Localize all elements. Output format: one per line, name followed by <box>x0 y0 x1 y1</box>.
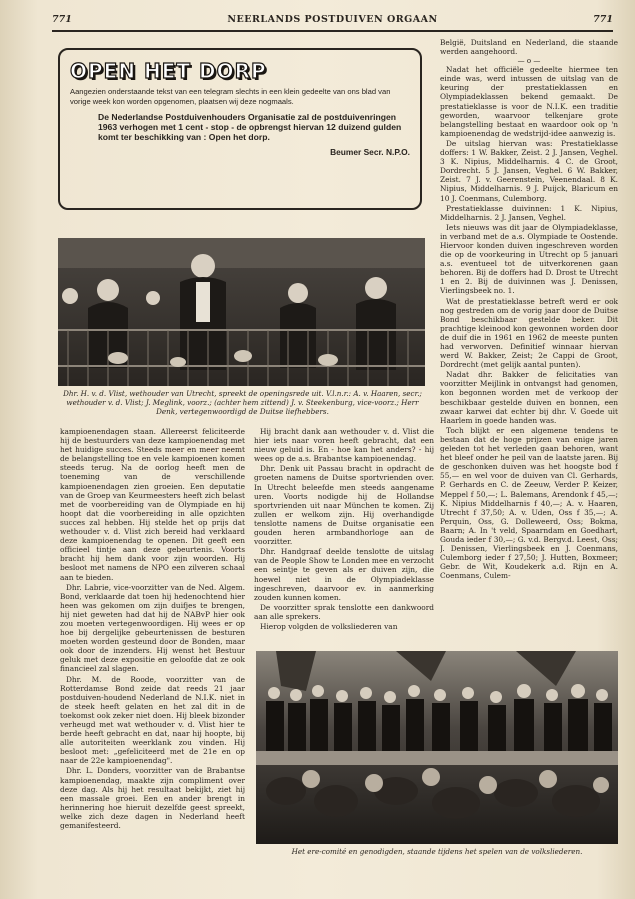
announcement-signature: Beumer Secr. N.P.O. <box>330 146 410 157</box>
paragraph: Hij bracht dank aan wethouder v. d. Vlist die hier iets naar voren heeft gebracht, dat een nieuw geluid is. En - hoe kan het anders? - hij wees op de a.s. Brabantse kampioenendag. <box>254 427 434 464</box>
header-rule <box>52 30 613 32</box>
paragraph: De uitslag hiervan was: Prestatieklasse doffers: 1 W. Bakker, Zeist. 2 J. Jansen, Veghel. 3 K. Nipius, Middelharnis. 4 C. de Groot, Dordrecht. 5 J. Jansen, Veghel. 6 W. Bakker, Zeist. 7 J. v. Geerenstein, Veenendaal. 8 K. Nipius, Middelharnis. 9 J. Puijck, Blaricum en 10 J. Coenmans, Culemborg. <box>440 138 618 203</box>
paragraph: Toch blijkt er een algemene tendens te bestaan dat de hoge prijzen van enige jaren geleden tot het verleden gaan behoren, want het bleef onder he peil van de laatste jaren. Bij de geschonken duiven was het hoogste bod f 55,— en wel voor de duiven van Cl. Gerhards, P. Gerhards en C. de Zeeuw, Verder P. Keizer, Meppel f 50,—; L. Balemans, Arendonk f 45,—; K. Nipius Middelharnis f 40,—; A. v. Haaren, Utrecht f 37,50; A. v. Uden, Oss f 35,—; A. Perquin, Oss, G. Dolleweerd, Oss; Bokma, Baarn; A. In 't veld, Spaarndam en Goedhart, Gouda ieder f 30,—; G. v.d. Bergv.d. Leest, Oss; J. Denissen, Vierlingsbeek en J. Coenmans, Culemborg ieder f 27,50; J. Hutten, Boxmeer; Gebr. de Wit, Koudekerk a.d. Rijn en A. Coenmans, Culem- <box>440 425 618 581</box>
paragraph: Dhr. L. Donders, voorzitter van de Brabantse kampioenendag, maakte zijn compliment over deze dag. Als hij het resultaat bekijkt, ziet hij een massale groei. Een en ander brengt in herinnering hoe hieruit dezelfde geest spreekt, welke zich deze dagen in Nederland heeft gemanifesteerd. <box>60 766 245 831</box>
announcement-title: OPEN HET DORP <box>70 59 267 83</box>
paragraph: Nadat dhr. Bakker de felicitaties van voorzitter Meijlink in ontvangst had genomen, kon begonnen worden met de verkoop der beschikbaar gestelde duiven en bonnen, een zwaar karwei dat echter bij dhr. V. Goede uit Haarlem in goede handen was. <box>440 370 618 425</box>
paragraph: Dhr. Denk uit Passau bracht in opdracht de groeten namens de Duitse sportvrienden over. In Utrecht beleefde men steeds aangename uren. Voorts nodigde hij de Hollandse sportvrienden uit naar München te komen. Zij zullen er welkom zijn. Hij overhandigde tenslotte namens de Duitse organisatie een gouden heren armbandhorloge aan de voorzitter. <box>254 464 434 547</box>
paragraph: kampioenendagen staan. Allereerst feliciteerde hij de bestuurders van deze kampioenendag met het huidige succes. Steeds meer en meer neemt de belangstelling toe en vele kampioenen komen steeds terug. Na de oorlog heeft men de toeneming van de verschillende kampioenendagen zien groeien. Een deputatie van de Groep van Keurmeesters heeft zich belast met de voorbereiding van de Olympiade en hij hoopt dat die voorbereiding in alle opzichten succes zal hebben. Hij stelde het op prijs dat wethouder v. d. Vlist zich bereid had verklaard deze kampioenendag te openen. Dit geeft een officieel tintje aan deze gebeurtenis. Voorts bracht hij hem dank voor zijn woorden. Hij besloot met namens de NPO een zilveren schaal aan te bieden. <box>60 427 245 582</box>
photo-committee <box>256 651 618 844</box>
paragraph: Iets nieuws was dit jaar de Olympiadeklasse, in verband met de a.s. Olympiade te Oostende. Hiervoor konden duiven ingeschreven worden die op de voorkeuring in Utrecht op 5 januari a.s. eventueel tot de uitverkorenen gaan behoren. Bij de doffers had D. Drost te Utrecht 1 en 2. Bij de duivinnen was J. Denissen, Vierlingsbeek no. 1. <box>440 222 618 296</box>
announcement-intro: Aangezien onderstaande tekst van een telegram slechts in een klein gedeelte van ons blad van vorige week kon worden opgenomen, plaatsen wij deze nogmaals. <box>70 87 391 106</box>
telegram-text: De Nederlandse Postduivenhouders Organisatie zal de postduivenringen 1963 verhogen met 1 cent - stop - de opbrengst hiervan 12 duizend gulden komt ter beschikking van : Open het dorp. <box>98 112 402 143</box>
photo-opening-speech-caption: Dhr. H. v. d. Vlist, wethouder van Utrecht, spreekt de openingsrede uit. V.l.n.r.: A. v. Haaren, secr.; wethouder v. d. Vlist; J. Meglink, voorz.; (achter hem zittend) J. v. Steekenburg, vice-voorz.; Herr Denk, vertegenwoordigd de Duitse liefhebbers. <box>63 389 422 416</box>
publication-title: NEERLANDS POSTDUIVEN ORGAAN <box>227 14 438 25</box>
page-number-right: 771 <box>593 14 613 25</box>
page-header <box>52 14 613 28</box>
photo-opening-speech-image <box>58 238 425 386</box>
column-left <box>60 427 245 880</box>
photo-committee-caption: Het ere-comité en genodigden, staande tijdens het spelen van de volksliederen. <box>291 847 583 856</box>
column-right <box>440 38 618 643</box>
paragraph: De voorzitter sprak tenslotte een dankwoord aan alle sprekers. <box>254 602 434 621</box>
section-separator: — o — <box>517 57 541 66</box>
paragraph: Nadat het officiële gedeelte hiermee ten einde was, werd intussen de uitslag van de keuring der prestatieklassen en Olympiadeklassen bekend gemaakt. De prestatieklasse is voor de N.I.K. een traditie geworden, waarvoor telkenjare grote belangstelling bestaat en waardoor ook op 'n kampioenendag de wedstrijd-idee aanwezig is. <box>440 65 618 138</box>
announcement-box <box>58 48 422 210</box>
paragraph: Dhr. M. de Roode, voorzitter van de Rotterdamse Bond zeide dat reeds 21 jaar postduiven-houdend Nederland de N.I.K. niet in de steek heeft gelaten en het zal dit in de toekomst ook zeker niet doen. Hij bleek bizonder verheugd met wat wethouder v. d. Vlist hier te berde heeft gebracht en dat, naar hij hoopte, bij alle autoriteiten weerklank zou vinden. Hij besloot met: „gefeliciteerd met de 21e en op naar de 22e kampioenendag". <box>60 674 245 766</box>
paragraph: Wat de prestatieklasse betreft werd er ook nog gestreden om de vorig jaar door de Duitse Bond beschikbaar gestelde beker. Dit prachtige kleinood kon gewonnen worden door de duif die in 1961 en 1962 de meeste punten had verworven. Definitief winnaar hiervan werd W. Bakker, Zeist; 2e Cappi de Groot, Dordrecht (met gelijk aantal punten). <box>440 296 618 370</box>
photo-committee-image <box>256 651 618 844</box>
paragraph: Prestatieklasse duivinnen: 1 K. Nipius, Middelharnis. 2 J. Jansen, Veghel. <box>440 203 618 222</box>
paragraph: Hierop volgden de volksliederen van <box>260 621 398 631</box>
paragraph: Dhr. Labrie, vice-voorzitter van de Ned. Algem. Bond, verklaarde dat toen hij hedenochtend hier heen was gekomen om zijn duifjes te brengen, hij niet geweten had dat hij de NABvP hier ook zou moeten vertegenwoordigen. Hij wees er op hoe bij dergelijke gebeurtenissen de besturen moeten worden gesteund door de Bonden, maar ook door de inzenders. Hij wenst het Bestuur geluk met deze expositie en geloofde dat ze ook financieel zal slagen. <box>60 582 245 674</box>
page-number-left: 771 <box>52 14 72 25</box>
paragraph: Dhr. Handgraaf deelde tenslotte de uitslag van de People Show te Londen mee en verzocht een seintje te geven als er duiven zijn, die hoewel niet in de Olympiadeklasse ingeschreven, daarvoor ev. in aanmerking zouden kunnen komen. <box>254 547 434 602</box>
paragraph: België, Duitsland en Nederland, die staande werden aangehoord. <box>440 38 618 57</box>
column-middle <box>254 427 434 645</box>
photo-opening-speech <box>58 238 425 386</box>
